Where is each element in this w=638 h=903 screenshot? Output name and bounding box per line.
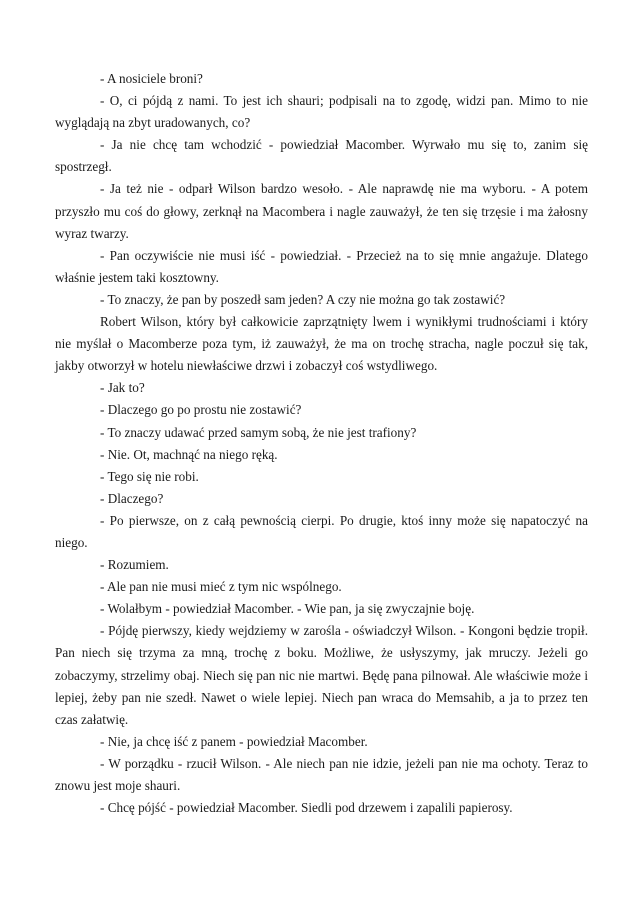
paragraph: - Rozumiem. [100,557,169,573]
paragraph: - Chcę pójść - powiedział Macomber. Siedli pod drzewem i zapalili papierosy. [100,800,513,816]
paragraph: - Dlaczego? [100,490,164,506]
paragraph: - Po pierwsze, on z całą pewnością cierpi. Po drugie, ktoś inny może się napatoczyć na niego. [55,512,588,550]
paragraph: - Ale pan nie musi mieć z tym nic wspólnego. [100,579,342,595]
paragraph: - Dlaczego go po prostu nie zostawić? [100,402,302,418]
paragraph: - A nosiciele broni? [100,71,203,86]
paragraph: - Jak to? [100,380,145,396]
paragraph: - O, ci pójdą z nami. To jest ich shauri; podpisali na to zgodę, widzi pan. Mimo to nie wyglądają na zbyt uradowanych, co? [55,93,588,131]
document-page [55,68,588,819]
paragraph: - Wolałbym - powiedział Macomber. - Wie pan, ja się zwyczajnie boję. [100,601,475,617]
paragraph: - Tego się nie robi. [100,468,199,484]
paragraph: - Pan oczywiście nie musi iść - powiedział. - Przecież na to się mnie angażuje. Dlatego właśnie jestem taki kosztowny. [55,247,588,285]
paragraph: - Ja nie chcę tam wchodzić - powiedział Macomber. Wyrwało mu się to, zanim się spostrzegł. [55,137,588,175]
paragraph: - To znaczy udawać przed samym sobą, że nie jest trafiony? [100,424,417,440]
paragraph: - Nie. Ot, machnąć na niego ręką. [100,446,278,462]
paragraph: - Pójdę pierwszy, kiedy wejdziemy w zarośla - oświadczył Wilson. - Kongoni będzie tropił. Pan niech się trzyma za mną, trochę z boku. Możliwe, że usłyszymy, jak mruczy. Jeżeli go zobaczymy, strzelimy obaj. Niech się pan nic nie martwi. Będę pana pilnował. Ale właściwie może i lepiej, żeby pan nie szedł. Nawet o wiele lepiej. Niech pan wraca do Memsahib, a ja to przez ten czas załatwię. [55,623,588,727]
paragraph: Robert Wilson, który był całkowicie zaprzątnięty lwem i wynikłymi trudnościami i który nie myślał o Macomberze poza tym, iż zauważył, że ma on trochę stracha, nagle poczuł się tak, jakby otworzył w hotelu niewłaściwe drzwi i zobaczył coś wstydliwego. [55,314,588,374]
paragraph: - Ja też nie - odparł Wilson bardzo wesoło. - Ale naprawdę nie ma wyboru. - A potem przyszło mu coś do głowy, zerknął na Macombera i nagle zauważył, że ten się trzęsie i ma żałosny wyraz twarzy. [55,181,588,241]
paragraph: - Nie, ja chcę iść z panem - powiedział Macomber. [100,733,368,749]
paragraph: - W porządku - rzucił Wilson. - Ale niech pan nie idzie, jeżeli pan nie ma ochoty. Teraz to znowu jest moje shauri. [55,755,588,793]
paragraph: - To znaczy, że pan by poszedł sam jeden? A czy nie można go tak zostawić? [100,291,506,307]
